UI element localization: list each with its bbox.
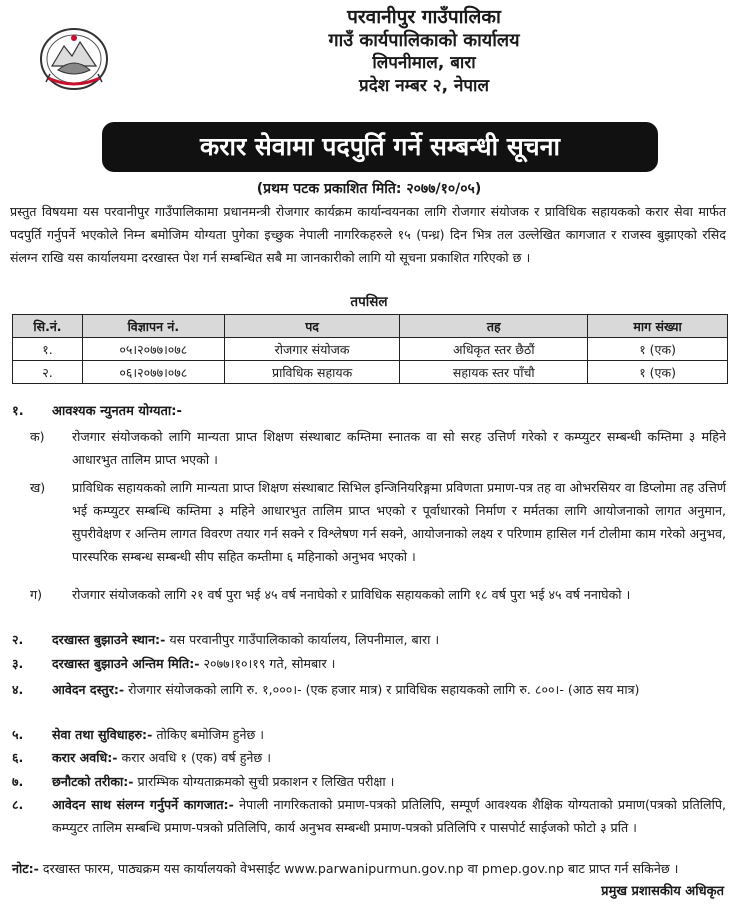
- note-paragraph: [12, 857, 726, 880]
- col-header-ad-no: विज्ञापन नं.: [82, 315, 224, 338]
- cell-sn: १.: [13, 338, 83, 361]
- note-text: दरखास्त फारम, पाठ्यक्रम यस कार्यालयको वेभसाईट www.parwanipurmun.gov.np वा pmep.gov.np बाट प्राप्त गर्न सकिनेछ ।: [38, 861, 679, 876]
- item-label: करार अवधि:-: [52, 750, 118, 765]
- item-text: करार अवधि १ (एक) वर्ष हुनेछ ।: [117, 750, 271, 765]
- vacancy-table: [12, 314, 728, 384]
- item-text: नेपाली नागरिकताको प्रमाण-पत्रको प्रतिलिपि, सम्पूर्ण आवश्यक शैक्षिक योग्यताको प्रमाण(पत्रको प्रतिलिपि, कम्प्युटर तालिम सम्बन्धि प्रमाण-पत्रको प्रतिलिपि, कार्य अनुभव सम्बन्धी प्रमाण-पत्रको प्रतिलिपि र पासपोर्ट साईजको फोटो ३ प्रति ।: [52, 797, 726, 835]
- col-header-sn: सि.नं.: [13, 315, 83, 338]
- province-name: प्रदेश नम्बर २, नेपाल: [359, 76, 489, 96]
- item-text: प्रारम्भिक योग्यताक्रमको सुची प्रकाशन र लिखित परीक्षा ।: [133, 774, 395, 789]
- cell-demand: १ (एक): [588, 338, 728, 361]
- requirement-text: प्राविधिक सहायकको लागि मान्यता प्राप्त शिक्षण संस्थाबाट सिभिल इन्जिनियरिङ्गमा प्रविणता प्रमाण-पत्र तह वा ओभरसियर वा डिप्लोमा तह उत्तिर्ण भई कम्प्युटर सम्बन्धि कम्तिमा ३ महिने आधारभुत तालिम प्राप्त भएको र पूर्वाधारको निर्माण र मर्मतका लागि आयोजनाको लागत अनुमान, सुपरीवेक्षण र अन्तिम लागत विवरण तयार गर्न सक्ने र विश्लेषण गर्न सक्ने, आयोजनाको लक्ष्य र परिणाम हासिल गर्न टोलीमा काम गरेको अनुभव, पारस्परिक सम्बन्ध सम्बन्धी सीप सहित कम्तीमा ६ महिनाको अनुभव भएको ।: [72, 480, 726, 564]
- facilities-item: [12, 723, 726, 746]
- requirements-title: आवश्यक न्युनतम योग्यता:-: [52, 404, 182, 419]
- item-label: आवेदन दस्तुर:-: [52, 682, 125, 697]
- cell-ad-no: ०५।२०७७।०७८: [82, 338, 224, 361]
- requirement-item-ga: [30, 583, 726, 606]
- cell-sn: २.: [13, 361, 83, 384]
- requirement-label: क): [30, 429, 45, 444]
- requirement-text: रोजगार संयोजकको लागि मान्यता प्राप्त शिक्षण संस्थाबाट कम्तिमा स्नातक वा सो सरह उत्तिर्ण गरेको र कम्प्युटर सम्बन्धी कम्तिमा ३ महिने आधारभुत तालिम प्राप्त भएको ।: [72, 429, 726, 467]
- application-fee-item: [12, 678, 726, 701]
- item-number: ४.: [12, 682, 24, 697]
- office-name: गाउँ कार्यपालिकाको कार्यालय: [328, 30, 520, 51]
- cell-post: प्राविधिक सहायक: [224, 361, 400, 384]
- item-number: ७.: [12, 774, 24, 789]
- cell-level: सहायक स्तर पाँचौ: [400, 361, 588, 384]
- col-header-post: पद: [224, 315, 400, 338]
- item-text: तोकिए बमोजिम हुनेछ ।: [152, 727, 265, 742]
- item-number: ६.: [12, 750, 24, 765]
- requirements-heading: [12, 401, 182, 419]
- item-text: रोजगार संयोजकको लागि रु. १,०००।- (एक हजार मात्र) र प्राविधिक सहायकको लागि रु. ८००।- (आठ सय मात्र): [124, 682, 640, 697]
- requirements-number: १.: [12, 404, 24, 419]
- item-label: आवेदन साथ संलग्न गर्नुपर्ने कागजात:-: [52, 797, 234, 812]
- intro-paragraph: प्रस्तुत विषयमा यस परवानीपुर गाउँपालिकामा प्रधानमन्त्री रोजगार कार्यक्रम कार्यान्वयनका लागि रोजगार संयोजक र प्राविधिक सहायकको करार सेवा मार्फत पदपुर्ति गर्नुपर्ने भएकोले निम्न बमोजिम योग्यता पुगेका इच्छुक नेपाली नागरिकहरुले १५ (पन्ध्र) दिन भित्र तल उल्लेखित कागजात र राजस्व बुझाएको रसिद संलग्न राखि यस कार्यालयमा दरखास्त पेश गर्न सम्बन्धित सबै मा जानकारीको लागि यो सूचना प्रकाशित गरिएको छ ।: [10, 204, 726, 265]
- requirement-label: ख): [30, 480, 46, 495]
- cell-level: अधिकृत स्तर छैठौं: [400, 338, 588, 361]
- details-heading: तपसिल: [350, 294, 388, 310]
- publication-date: (प्रथम पटक प्रकाशित मिति: २०७७/१०/०५): [256, 181, 482, 197]
- note-label: नोट:-: [12, 861, 39, 876]
- cell-post: रोजगार संयोजक: [224, 338, 400, 361]
- signature-title: प्रमुख प्रशासकीय अधिकृत: [601, 884, 724, 899]
- office-header: [130, 6, 718, 98]
- col-header-level: तह: [400, 315, 588, 338]
- requirement-item-ka: [30, 425, 726, 471]
- notice-title-banner: करार सेवामा पदपुर्ति गर्ने सम्बन्धी सूचना: [102, 122, 658, 172]
- contract-period-item: [12, 746, 726, 769]
- selection-method-item: [12, 770, 726, 793]
- item-text: २०७७।१०।१९ गते, सोमबार ।: [199, 656, 336, 671]
- item-number: ५.: [12, 727, 24, 742]
- item-number: २.: [12, 632, 24, 647]
- table-row: [13, 361, 728, 384]
- col-header-demand: माग संख्या: [588, 315, 728, 338]
- nepal-government-emblem-icon: [38, 26, 110, 92]
- application-place-item: [12, 628, 726, 651]
- table-header-row: [13, 315, 728, 338]
- required-documents-item: [12, 793, 726, 839]
- municipality-name: परवानीपुर गाउँपालिका: [347, 6, 501, 28]
- cell-ad-no: ०६।२०७७।०७८: [82, 361, 224, 384]
- item-text: यस परवानीपुर गाउँपालिकाको कार्यालय, लिपनीमाल, बारा ।: [165, 632, 440, 647]
- item-number: ३.: [12, 656, 24, 671]
- item-label: दरखास्त बुझाउने स्थान:-: [52, 632, 166, 647]
- item-label: दरखास्त बुझाउने अन्तिम मिति:-: [52, 656, 200, 671]
- application-deadline-item: [12, 652, 726, 675]
- item-label: छनौटको तरीका:-: [52, 774, 134, 789]
- requirement-item-kha: [30, 476, 726, 568]
- office-address: लिपनीमाल, बारा: [372, 53, 476, 73]
- requirement-text: रोजगार संयोजकको लागि २१ वर्ष पुरा भई ४५ वर्ष ननाघेको र प्राविधिक सहायकको लागि १८ वर्ष पुरा भई ४५ वर्ष ननाघेको ।: [72, 587, 631, 602]
- cell-demand: १ (एक): [588, 361, 728, 384]
- item-number: ८.: [12, 797, 24, 812]
- table-row: [13, 338, 728, 361]
- item-label: सेवा तथा सुविधाहरु:-: [52, 727, 153, 742]
- requirement-label: ग): [30, 587, 43, 602]
